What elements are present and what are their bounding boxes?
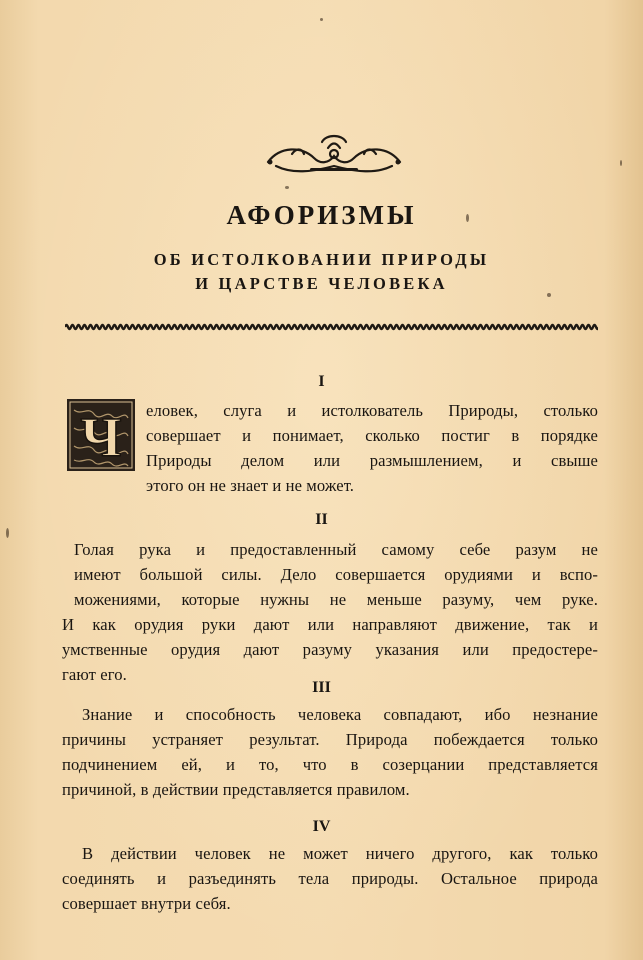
aphorism-3-line-3: подчинением ей, и то, что в созерцании представляется	[62, 755, 598, 774]
aphorism-4-line-1: В действии человек не может ничего другого, как только	[82, 844, 598, 863]
aphorism-numeral-3: III	[312, 679, 331, 696]
aphorism-2-line-3: можениями, которые нужны не меньше разуму, чем руке.	[74, 590, 598, 609]
decorative-wavy-rule	[65, 322, 598, 332]
aphorism-2-line-2: имеют большой силы. Дело совершается орудиями и вспо-	[74, 565, 598, 584]
headpiece-ornament	[262, 132, 406, 182]
aphorism-3-line-4: причиной, в действии представляется правилом.	[62, 780, 410, 799]
aphorism-1-line-1: еловек, слуга и истолкователь Природы, столько	[146, 401, 598, 420]
page-title: АФОРИЗМЫ	[226, 200, 417, 230]
paper-speck	[547, 293, 551, 297]
aphorism-4-line-3: совершает внутри себя.	[62, 894, 231, 913]
dropcap-ornamental-letter	[66, 398, 136, 472]
aphorism-1-line-2: совершает и понимает, сколько постиг в порядке	[146, 426, 598, 445]
paper-speck	[320, 18, 323, 21]
aphorism-numeral-4: IV	[312, 818, 331, 835]
aphorism-1-line-4: этого он не знает и не может.	[146, 476, 355, 495]
dropcap-letter: Ч	[80, 407, 122, 469]
aphorism-2-line-6: гают его.	[62, 665, 127, 684]
aphorism-3-line-2: причины устраняет результат. Природа побеждается только	[62, 730, 598, 749]
paper-speck	[466, 214, 469, 222]
aphorism-numeral-2: II	[315, 511, 328, 528]
aphorism-4-line-2: соединять и разъединять тела природы. Остальное природа	[62, 869, 598, 888]
paper-speck	[6, 528, 9, 538]
subtitle-line-2: И ЦАРСТВЕ ЧЕЛОВЕКА	[195, 274, 448, 293]
subtitle-line-1: ОБ ИСТОЛКОВАНИИ ПРИРОДЫ	[153, 250, 490, 269]
aphorism-1-line-3: Природы делом или размышлением, и свыше	[146, 451, 598, 470]
aphorism-numeral-1: I	[318, 373, 325, 390]
aphorism-2-line-4: И как орудия руки дают или направляют движение, так и	[62, 615, 598, 634]
paper-speck	[285, 186, 289, 189]
paper-speck	[620, 160, 622, 166]
aphorism-2-line-1: Голая рука и предоставленный самому себе разум не	[74, 540, 598, 559]
aphorism-3-line-1: Знание и способность человека совпадают, ибо незнание	[82, 705, 598, 724]
aphorism-2-line-5: умственные орудия дают разуму указания или предостере-	[62, 640, 598, 659]
